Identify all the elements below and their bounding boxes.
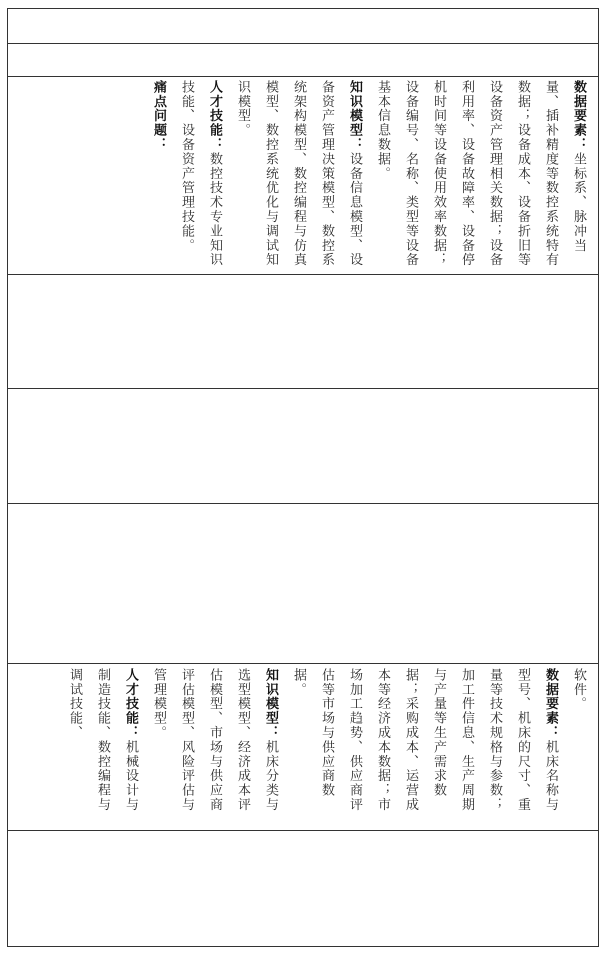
label-data-elements: 数据要素： xyxy=(543,668,558,740)
paragraph-pain-points xyxy=(144,80,172,270)
paragraph-continuation xyxy=(564,668,592,826)
paragraph-data-elements xyxy=(368,80,592,270)
label-talent-skills: 人才技能： xyxy=(123,668,138,740)
label-talent-skills: 人才技能： xyxy=(207,80,222,152)
label-pain-points: 痛点问题： xyxy=(151,80,166,152)
text-talent-skills: 机械设计与制造技能、数控编程与调试技能、 xyxy=(67,668,138,812)
table-row-divider xyxy=(7,43,599,44)
text-continuation: 软件。 xyxy=(571,668,586,712)
paragraph-knowledge-models xyxy=(228,80,368,270)
text-data-elements: 坐标系、脉冲当量、插补精度等数控系统特有数据；设备成本、设备折旧等设备资产管理相关数据；设备利用率、设备故障率、设备停机时间等设备使用效率数据；设备编号、名称、类型等设备基本信息数据。 xyxy=(375,80,586,268)
label-knowledge-models: 知识模型： xyxy=(347,80,362,152)
paragraph-talent-skills xyxy=(172,80,228,270)
table-cell-lower xyxy=(10,668,592,826)
table-row-divider xyxy=(7,388,599,389)
paragraph-talent-skills xyxy=(60,668,144,826)
paragraph-knowledge-models xyxy=(144,668,284,826)
table-row-divider xyxy=(7,274,599,275)
text-knowledge-models: 设备信息模型、设备资产管理决策模型、数控系统架构模型、数控编程与仿真模型、数控系统优化与调试知识模型。 xyxy=(235,80,362,268)
text-knowledge-models: 机床分类与选型模型、经济成本评估模型、市场与供应商评估模型、风险评估与管理模型。 xyxy=(151,668,278,812)
text-talent-skills: 数控技术专业知识技能、设备资产管理技能。 xyxy=(179,80,222,268)
table-row-divider xyxy=(7,830,599,831)
table-row-divider xyxy=(7,76,599,77)
paragraph-data-elements xyxy=(284,668,564,826)
label-data-elements: 数据要素： xyxy=(571,80,586,152)
table-row-divider xyxy=(7,503,599,504)
label-knowledge-models: 知识模型： xyxy=(263,668,278,740)
table-row-divider xyxy=(7,663,599,664)
text-data-elements: 机床名称与型号、机床的尺寸、重量等技术规格与参数；加工件信息、生产周期与产量等生产需求数据；采购成本、运营成本等经济成本数据；市场加工趋势、供应商评估等市场与供应商数据。 xyxy=(291,668,558,812)
table-cell-upper xyxy=(10,80,592,270)
